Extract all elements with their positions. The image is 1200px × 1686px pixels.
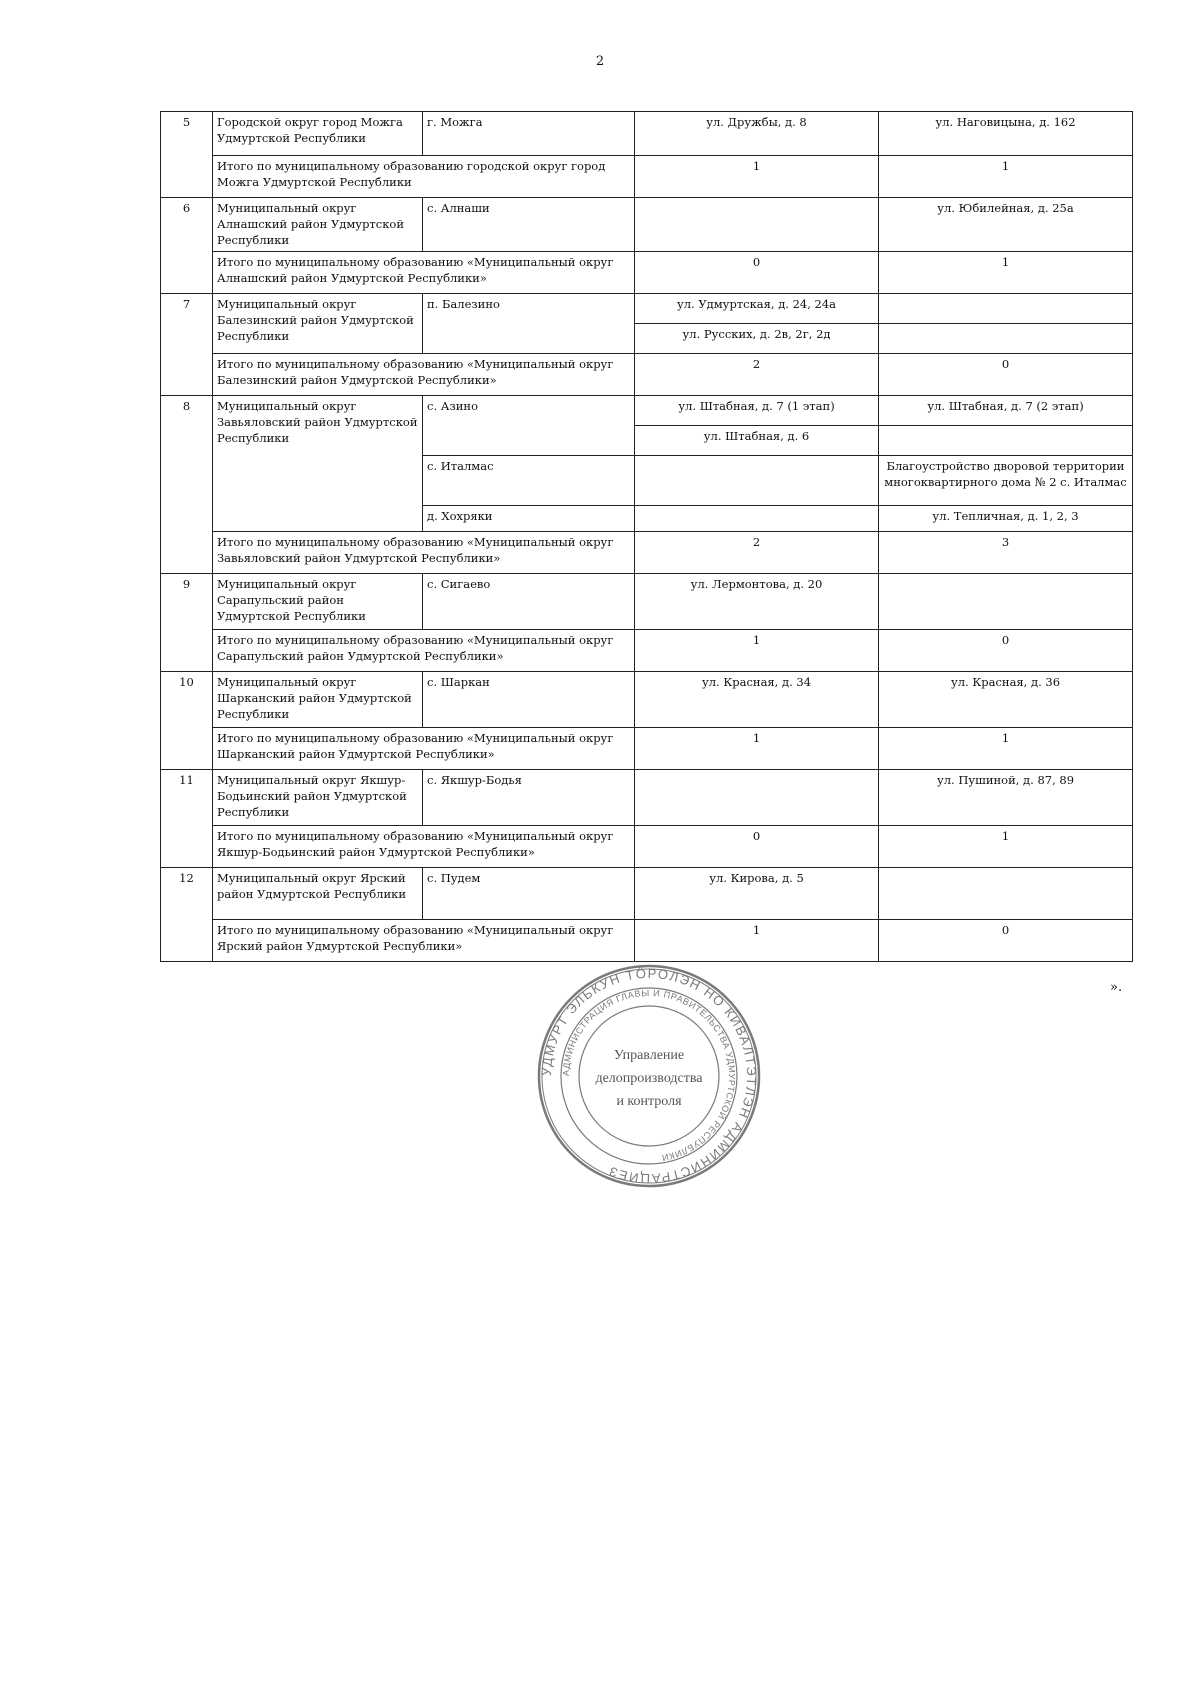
object-cell — [879, 324, 1133, 354]
total-row — [161, 826, 1133, 868]
total-row — [161, 532, 1133, 574]
total-value: 1 — [635, 630, 879, 672]
object-cell: ул. Русских, д. 2в, 2г, 2д — [635, 324, 879, 354]
total-label: Итого по муниципальному образованию «Муниципальный округ Шарканский район Удмуртской Республики» — [213, 728, 635, 770]
stamp-center-line: Управление — [613, 1048, 685, 1063]
locality-cell: д. Хохряки — [423, 506, 635, 532]
row-number: 7 — [161, 294, 213, 396]
row-number: 6 — [161, 198, 213, 294]
stamp-outer-textpath: УДМУРТ ЭЛЬКУН ТӦРОЛЭН НО КИВАЛТЭТЛЭН АДМИНИСТРАЦИЕЗ — [538, 965, 760, 1187]
object-cell — [879, 868, 1133, 920]
object-cell: ул. Удмуртская, д. 24, 24а — [635, 294, 879, 324]
total-value: 3 — [879, 532, 1133, 574]
object-cell — [879, 574, 1133, 630]
row-number: 9 — [161, 574, 213, 672]
row-number: 8 — [161, 396, 213, 574]
object-cell — [635, 198, 879, 252]
total-value: 0 — [879, 920, 1133, 962]
stamp-center-line: делопроизводства — [595, 1071, 703, 1086]
objects-table — [160, 111, 1133, 962]
municipality-cell: Муниципальный округ Якшур-Бодьинский район Удмуртской Республики — [213, 770, 423, 826]
total-value: 1 — [879, 826, 1133, 868]
locality-cell: с. Пудем — [423, 868, 635, 920]
municipality-cell: Муниципальный округ Алнашский район Удмуртской Республики — [213, 198, 423, 252]
stamp-middle-textpath: АДМИНИСТРАЦИЯ ГЛАВЫ И ПРАВИТЕЛЬСТВА УДМУРТСКОЙ РЕСПУБЛИКИ — [560, 987, 738, 1164]
municipality-cell: Городской округ город Можга Удмуртской Республики — [213, 112, 423, 156]
total-label: Итого по муниципальному образованию «Муниципальный округ Завьяловский район Удмуртской Республики» — [213, 532, 635, 574]
total-value: 0 — [635, 252, 879, 294]
total-row — [161, 920, 1133, 962]
object-cell — [635, 770, 879, 826]
object-cell: Благоустройство дворовой территории многоквартирного дома № 2 с. Италмас — [879, 456, 1133, 506]
total-value: 1 — [879, 728, 1133, 770]
object-cell: ул. Дружбы, д. 8 — [635, 112, 879, 156]
closing-quote: ». — [1110, 980, 1123, 995]
object-cell: ул. Тепличная, д. 1, 2, 3 — [879, 506, 1133, 532]
row-number: 5 — [161, 112, 213, 198]
table-row — [161, 198, 1133, 252]
total-row — [161, 252, 1133, 294]
locality-cell: с. Шаркан — [423, 672, 635, 728]
total-value: 1 — [635, 920, 879, 962]
object-cell — [879, 426, 1133, 456]
object-cell: ул. Штабная, д. 7 (2 этап) — [879, 396, 1133, 426]
row-number: 11 — [161, 770, 213, 868]
municipality-cell: Муниципальный округ Завьяловский район Удмуртской Республики — [213, 396, 423, 532]
total-value: 1 — [879, 252, 1133, 294]
object-cell: ул. Лермонтова, д. 20 — [635, 574, 879, 630]
total-value: 1 — [635, 728, 879, 770]
table-row — [161, 672, 1133, 728]
municipality-cell: Муниципальный округ Шарканский район Удмуртской Республики — [213, 672, 423, 728]
total-value: 2 — [635, 354, 879, 396]
object-cell — [635, 456, 879, 506]
object-cell: ул. Штабная, д. 7 (1 этап) — [635, 396, 879, 426]
total-value: 0 — [635, 826, 879, 868]
object-cell: ул. Штабная, д. 6 — [635, 426, 879, 456]
municipality-cell: Муниципальный округ Балезинский район Удмуртской Республики — [213, 294, 423, 354]
object-cell: ул. Наговицына, д. 162 — [879, 112, 1133, 156]
locality-cell: с. Якшур-Бодья — [423, 770, 635, 826]
page-number: 2 — [595, 54, 605, 69]
total-row — [161, 156, 1133, 198]
total-label: Итого по муниципальному образованию «Муниципальный округ Алнашский район Удмуртской Республики» — [213, 252, 635, 294]
total-row — [161, 354, 1133, 396]
locality-cell: с. Сигаево — [423, 574, 635, 630]
table-row — [161, 574, 1133, 630]
object-cell: ул. Красная, д. 36 — [879, 672, 1133, 728]
object-cell: ул. Красная, д. 34 — [635, 672, 879, 728]
table-row — [161, 868, 1133, 920]
municipality-cell: Муниципальный округ Сарапульский район Удмуртской Республики — [213, 574, 423, 630]
total-label: Итого по муниципальному образованию городской округ город Можга Удмуртской Республики — [213, 156, 635, 198]
total-label: Итого по муниципальному образованию «Муниципальный округ Сарапульский район Удмуртской Республики» — [213, 630, 635, 672]
locality-cell: с. Алнаши — [423, 198, 635, 252]
table-row — [161, 294, 1133, 324]
object-cell: ул. Юбилейная, д. 25а — [879, 198, 1133, 252]
table-row — [161, 112, 1133, 156]
municipality-cell: Муниципальный округ Ярский район Удмуртской Республики — [213, 868, 423, 920]
row-number: 10 — [161, 672, 213, 770]
object-cell: ул. Пушиной, д. 87, 89 — [879, 770, 1133, 826]
total-row — [161, 728, 1133, 770]
total-value: 0 — [879, 630, 1133, 672]
table-row — [161, 770, 1133, 826]
object-cell — [879, 294, 1133, 324]
object-cell — [635, 506, 879, 532]
total-value: 2 — [635, 532, 879, 574]
locality-cell: г. Можга — [423, 112, 635, 156]
row-number: 12 — [161, 868, 213, 962]
table-row — [161, 396, 1133, 426]
total-value: 1 — [635, 156, 879, 198]
stamp-center-line: и контроля — [616, 1094, 682, 1109]
locality-cell: с. Италмас — [423, 456, 635, 506]
official-stamp — [535, 962, 763, 1190]
total-label: Итого по муниципальному образованию «Муниципальный округ Якшур-Бодьинский район Удмуртской Республики» — [213, 826, 635, 868]
total-label: Итого по муниципальному образованию «Муниципальный округ Балезинский район Удмуртской Республики» — [213, 354, 635, 396]
total-value: 1 — [879, 156, 1133, 198]
total-row — [161, 630, 1133, 672]
total-value: 0 — [879, 354, 1133, 396]
locality-cell: с. Азино — [423, 396, 635, 456]
object-cell: ул. Кирова, д. 5 — [635, 868, 879, 920]
total-label: Итого по муниципальному образованию «Муниципальный округ Ярский район Удмуртской Республики» — [213, 920, 635, 962]
locality-cell: п. Балезино — [423, 294, 635, 354]
